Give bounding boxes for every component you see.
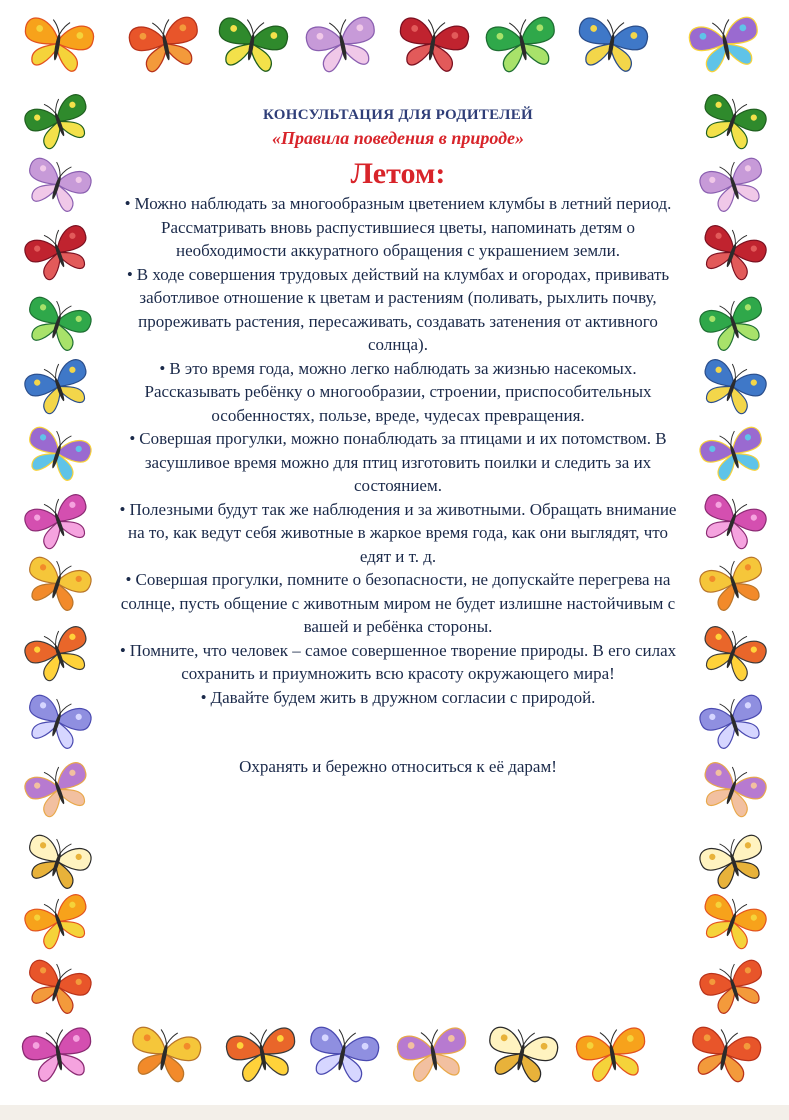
butterfly-icon [697,424,770,485]
butterfly-icon [695,891,769,954]
rule-text: Помните, что человек – самое совершенное творение природы. В его силах сохранить и приумножить всю красоту окружающего мира! [129,640,677,683]
butterfly-icon [695,91,769,154]
butterfly-icon [697,294,770,355]
butterfly-icon [697,692,770,753]
butterfly-icon [21,424,94,485]
butterfly-icon [695,623,769,686]
butterfly-icon [22,623,96,686]
butterfly-icon [697,957,770,1018]
season-heading: Летом: [350,157,446,190]
butterfly-icon [21,155,94,216]
bullet-icon: • [126,264,133,284]
butterfly-icon [22,891,96,954]
butterfly-icon [21,957,94,1018]
butterfly-icon [21,832,94,893]
bullet-icon: • [119,640,126,660]
rule-paragraph [118,568,678,639]
butterfly-icon [697,554,770,615]
bullet-icon: • [119,499,126,519]
bullet-icon: • [129,429,136,448]
butterfly-icon [484,14,561,75]
butterfly-icon [20,15,96,74]
butterfly-icon [304,14,381,75]
butterfly-icon [574,15,650,74]
rule-text: Давайте будем жить в дружном согласии с природой. [210,687,596,707]
bullet-icon: • [124,194,131,213]
bullet-icon: • [125,570,132,589]
bullet-icon: • [200,687,207,707]
butterfly-icon [686,1024,763,1085]
butterfly-icon [22,91,96,154]
rule-text: Можно наблюдать за многообразным цветением клумбы в летний период. Рассматривать вновь распустившиеся цветы, напоминать детям о необходимости аккуратного обращения с украшением земли. [134,194,672,260]
consultation-title: КОНСУЛЬТАЦИЯ ДЛЯ РОДИТЕЛЕЙ [263,107,533,123]
butterfly-icon [21,554,94,615]
butterfly-icon [695,491,769,554]
butterfly-icon [396,1025,472,1084]
butterfly-icon [575,1025,651,1084]
butterfly-icon [695,222,769,285]
rule-text: Совершая прогулки, помните о безопасности, не допускайте перегрева на солнце, пусть общение с животным миром не будет излишне настойчивым с вашей и ребёнка стороны. [120,570,676,636]
butterfly-icon [127,14,204,75]
butterfly-icon [22,222,96,285]
bottom-strip [0,1105,789,1120]
consultation-content [118,104,678,779]
closing-line: Охранять и бережно относиться к её дарам! [239,757,557,776]
butterfly-icon [483,1024,560,1085]
butterfly-icon [695,356,769,419]
rule-paragraph [118,686,678,710]
butterfly-icon [21,692,94,753]
butterfly-icon [697,155,770,216]
rule-paragraph [118,639,678,686]
butterfly-icon [695,759,769,822]
rule-paragraph [118,357,678,428]
butterfly-icon [22,356,96,419]
butterfly-icon [22,759,96,822]
rule-paragraph [118,498,678,569]
rule-text: В ходе совершения трудовых действий на клумбах и огородах, прививать заботливое отношение к цветам и растениям (поливать, рыхлить почву, прореживать растения, пересаживать, создавать затенения от активного солнца). [136,264,670,354]
rule-paragraph [118,192,678,263]
bullet-icon: • [159,358,166,378]
rule-text: Совершая прогулки, можно понаблюдать за птицами и их потомством. В засушливое время можно для птиц изготовить поилки и следить за их состоянием. [139,429,667,495]
butterfly-icon [21,294,94,355]
butterfly-icon [214,15,290,74]
butterfly-icon [395,15,471,74]
rule-text: В это время года, можно легко наблюдать за жизнью насекомых. Рассказывать ребёнку о многообразии, строении, приспособительных особенностях, пользе, вреде, чудесах превращения. [144,358,652,425]
rule-paragraph [118,427,678,498]
butterfly-icon [21,1025,97,1084]
butterfly-icon [225,1025,301,1084]
consultation-subtitle: «Правила поведения в природе» [271,128,525,148]
butterfly-icon [126,1024,203,1085]
rule-text: Полезными будут так же наблюдения и за животными. Обращать внимание на то, как ведут себя животные в жаркое время года, как они выглядят, что едят и т. д. [128,499,677,566]
butterfly-icon [687,14,764,75]
rule-paragraph [118,263,678,357]
butterfly-icon [697,832,770,893]
butterfly-icon [304,1024,381,1085]
butterfly-icon [22,491,96,554]
